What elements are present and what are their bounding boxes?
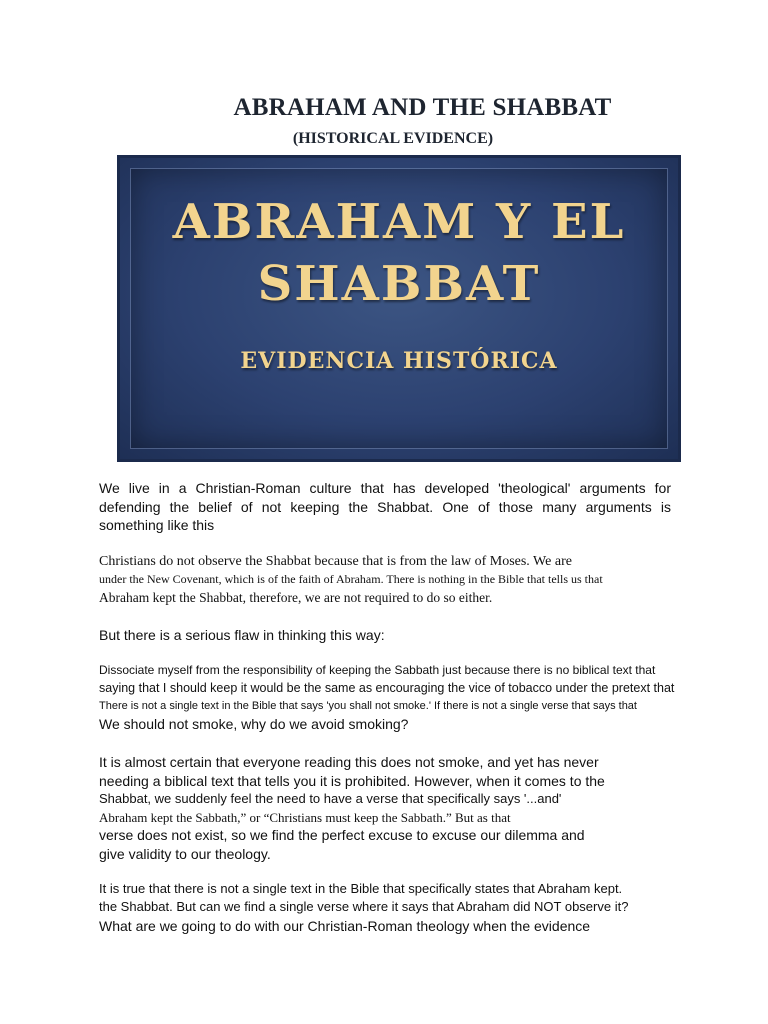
dissociate-line: We should not smoke, why do we avoid smoking? xyxy=(99,716,409,732)
quote-line: Abraham kept the Shabbat, therefore, we are not required to do so either. xyxy=(99,590,493,605)
cover-banner-image xyxy=(117,155,681,462)
dissociate-line: There is not a single text in the Bible that says 'you shall not smoke.' If there is not a single verse that says that xyxy=(99,700,637,712)
banner-heading-line2: SHABBAT xyxy=(257,256,541,312)
banner-heading-line1: ABRAHAM Y EL xyxy=(172,194,626,250)
quote-line: under the New Covenant, which is of the faith of Abraham. There is nothing in the Bible that tells us that xyxy=(99,572,603,586)
true-paragraph xyxy=(99,880,699,936)
true-line: the Shabbat. But can we find a single verse where it says that Abraham did NOT observe it? xyxy=(99,899,629,914)
certain-line: verse does not exist, so we find the perfect excuse to excuse our dilemma and xyxy=(99,826,585,843)
certain-line: Shabbat, we suddenly feel the need to have a verse that specifically says '...and' xyxy=(99,791,562,806)
dissociate-paragraph xyxy=(99,662,709,734)
quote-paragraph xyxy=(99,553,699,607)
true-line: It is true that there is not a single text in the Bible that specifically states that Abraham kept. xyxy=(99,881,623,896)
document-title: ABRAHAM AND THE SHABBAT xyxy=(233,94,612,121)
true-line: What are we going to do with our Christian-Roman theology when the evidence xyxy=(99,918,591,934)
certain-line: give validity to our theology. xyxy=(99,845,271,862)
dissociate-line: Dissociate myself from the responsibility of keeping the Sabbath just because there is no biblical text that xyxy=(99,663,656,677)
dissociate-line: saying that I should keep it would be the same as encouraging the vice of tobacco under the pretext that xyxy=(99,681,675,695)
banner-subheading: EVIDENCIA HISTÓRICA xyxy=(240,348,558,374)
quote-line: Christians do not observe the Shabbat because that is from the law of Moses. We are xyxy=(99,554,572,569)
flaw-paragraph: But there is a serious flaw in thinking this way: xyxy=(99,627,385,643)
certain-line: Abraham kept the Sabbath,” or “Christians must keep the Sabbath.” But as that xyxy=(99,809,511,825)
certain-paragraph xyxy=(99,753,659,864)
document-subtitle: (HISTORICAL EVIDENCE) xyxy=(292,130,494,147)
certain-line: It is almost certain that everyone reading this does not smoke, and yet has never xyxy=(99,754,599,770)
certain-line: needing a biblical text that tells you it is prohibited. However, when it comes to the xyxy=(99,772,605,789)
intro-paragraph: We live in a Christian-Roman culture that has developed 'theological' arguments for defending the belief of not keeping the Shabbat. One of those many arguments is something like this xyxy=(99,480,671,533)
